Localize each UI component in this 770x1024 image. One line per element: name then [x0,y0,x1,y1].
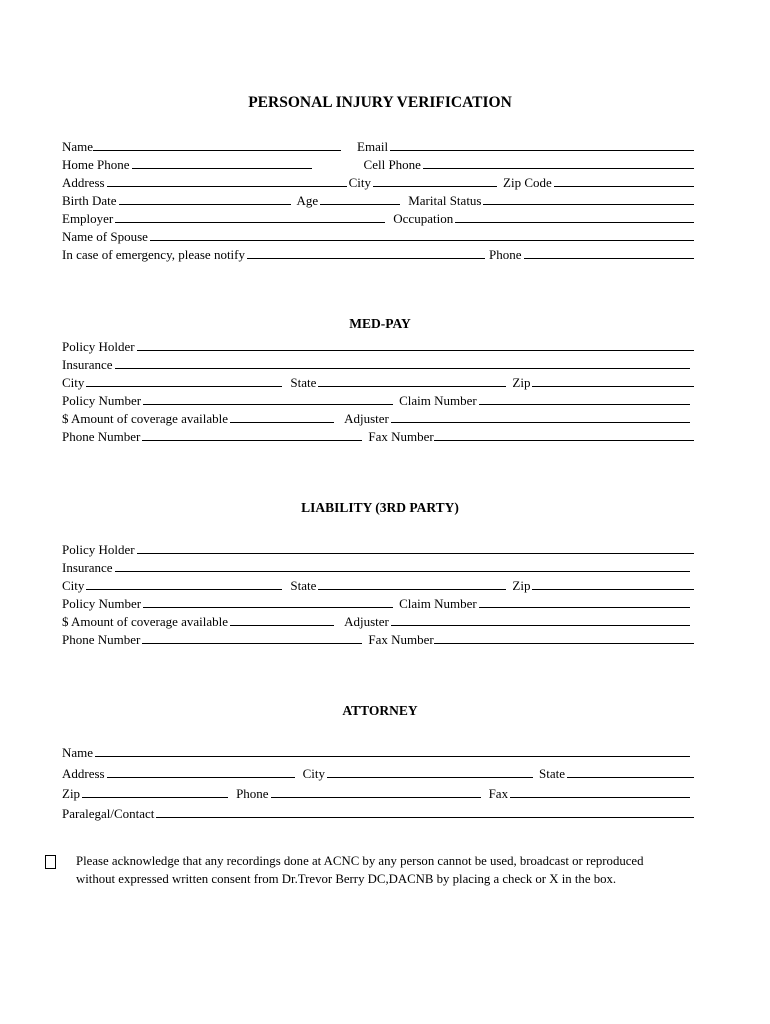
liability-fax-number-field[interactable] [434,643,694,644]
liability-insurance-field[interactable] [115,571,690,572]
acknowledgement-line-2: without expressed written consent from Dr.Trevor Berry DC,DACNB by placing a check or X in the box. [76,871,617,886]
occupation-field[interactable] [455,222,694,223]
liability-policy-number-field[interactable] [143,607,393,608]
attorney-name-label: Name [62,745,94,760]
liability-state-label: State [290,578,317,593]
medpay-zip-label: Zip [512,375,531,390]
employer-label: Employer [62,211,114,226]
liability-city-label: City [62,578,85,593]
medpay-phone-number-label: Phone Number [62,429,141,444]
liability-fax-number-label: Fax Number [368,632,434,647]
liability-heading: LIABILITY (3RD PARTY) [301,500,459,515]
liability-state-field[interactable] [318,589,506,590]
medpay-claim-number-label: Claim Number [399,393,477,408]
acknowledgement-line-1: Please acknowledge that any recordings done at ACNC by any person cannot be used, broadcast or reproduced [76,854,644,868]
birth-date-field[interactable] [119,204,291,205]
cell-phone-field[interactable] [423,168,694,169]
name-label: Name [62,139,94,154]
liability-policy-number-label: Policy Number [62,596,142,611]
home-phone-field[interactable] [132,168,312,169]
medpay-phone-number-field[interactable] [142,440,362,441]
attorney-zip-label: Zip [62,786,81,801]
medpay-adjuster-field[interactable] [391,422,690,423]
medpay-row-coverage [62,408,696,426]
medpay-city-field[interactable] [86,386,282,387]
liability-phone-number-label: Phone Number [62,632,141,647]
liability-claim-number-field[interactable] [479,607,690,608]
medpay-coverage-label: $ Amount of coverage available [62,411,229,426]
email-field[interactable] [390,150,694,151]
attorney-name-field[interactable] [95,756,690,757]
medpay-adjuster-label: Adjuster [344,411,389,426]
marital-status-field[interactable] [483,204,694,205]
medpay-heading: MED-PAY [349,316,411,331]
attorney-state-field[interactable] [567,777,694,778]
acknowledge-checkbox[interactable] [45,855,56,869]
medpay-policy-holder-label: Policy Holder [62,339,135,354]
age-label: Age [296,193,319,208]
row-birth [62,190,696,208]
medpay-insurance-field[interactable] [115,368,690,369]
attorney-address-field[interactable] [107,777,295,778]
emergency-phone-field[interactable] [524,258,694,259]
cell-phone-label: Cell Phone [363,157,421,172]
row-phones [62,154,696,172]
name-field[interactable] [93,150,341,151]
emergency-label: In case of emergency, please notify [62,247,246,262]
medpay-fax-number-field[interactable] [434,440,694,441]
attorney-phone-field[interactable] [271,797,481,798]
attorney-fax-field[interactable] [510,797,690,798]
medpay-policy-holder-field[interactable] [137,350,694,351]
birth-date-label: Birth Date [62,193,117,208]
zip-code-field[interactable] [554,186,694,187]
liability-row-city [62,575,696,593]
medpay-zip-field[interactable] [532,386,694,387]
liability-coverage-field[interactable] [230,625,334,626]
marital-status-label: Marital Status [408,193,482,208]
medpay-row-insurance [62,354,696,372]
liability-claim-number-label: Claim Number [399,596,477,611]
liability-adjuster-field[interactable] [391,625,690,626]
city-label: City [348,175,372,190]
email-label: Email [357,139,389,154]
liability-row-policy-number [62,593,696,611]
medpay-policy-number-label: Policy Number [62,393,142,408]
liability-row-phone [62,629,696,647]
medpay-row-phone [62,426,696,444]
liability-adjuster-label: Adjuster [344,614,389,629]
row-name-email [62,136,696,154]
medpay-state-label: State [290,375,317,390]
attorney-paralegal-label: Paralegal/Contact [62,806,155,821]
attorney-city-label: City [302,766,326,781]
spouse-label: Name of Spouse [62,229,148,244]
city-field[interactable] [373,186,497,187]
row-spouse [62,226,696,244]
liability-row-insurance [62,557,696,575]
attorney-row-address [62,763,696,781]
medpay-city-label: City [62,375,85,390]
liability-policy-holder-field[interactable] [137,553,694,554]
acknowledgement-text [76,853,726,888]
liability-coverage-label: $ Amount of coverage available [62,614,229,629]
medpay-insurance-label: Insurance [62,357,113,372]
medpay-coverage-field[interactable] [230,422,334,423]
liability-policy-holder-label: Policy Holder [62,542,135,557]
zip-code-label: Zip Code [503,175,552,190]
address-field[interactable] [107,186,347,187]
age-field[interactable] [320,204,400,205]
emergency-phone-label: Phone [489,247,522,262]
medpay-policy-number-field[interactable] [143,404,393,405]
form-title: PERSONAL INJURY VERIFICATION [248,94,512,111]
employer-field[interactable] [115,222,385,223]
liability-zip-label: Zip [512,578,531,593]
attorney-state-label: State [539,766,566,781]
attorney-row-paralegal [62,803,696,821]
attorney-phone-label: Phone [236,786,269,801]
attorney-heading: ATTORNEY [342,703,418,718]
attorney-fax-label: Fax [488,786,509,801]
liability-zip-field[interactable] [532,589,694,590]
attorney-paralegal-field[interactable] [156,817,694,818]
medpay-row-policy-number [62,390,696,408]
attorney-zip-field[interactable] [82,797,228,798]
liability-city-field[interactable] [86,589,282,590]
home-phone-label: Home Phone [62,157,130,172]
liability-row-policy-holder [62,539,696,557]
attorney-row-zip [62,783,696,801]
spouse-field[interactable] [150,240,694,241]
liability-insurance-label: Insurance [62,560,113,575]
attorney-city-field[interactable] [327,777,533,778]
medpay-state-field[interactable] [318,386,506,387]
liability-phone-number-field[interactable] [142,643,362,644]
medpay-claim-number-field[interactable] [479,404,690,405]
liability-row-coverage [62,611,696,629]
row-emergency [62,244,696,262]
occupation-label: Occupation [393,211,454,226]
row-address [62,172,696,190]
attorney-row-name [62,742,696,760]
medpay-row-policy-holder [62,336,696,354]
medpay-row-city [62,372,696,390]
medpay-fax-number-label: Fax Number [368,429,434,444]
attorney-address-label: Address [62,766,105,781]
row-employer [62,208,696,226]
emergency-contact-field[interactable] [247,258,485,259]
address-label: Address [62,175,105,190]
